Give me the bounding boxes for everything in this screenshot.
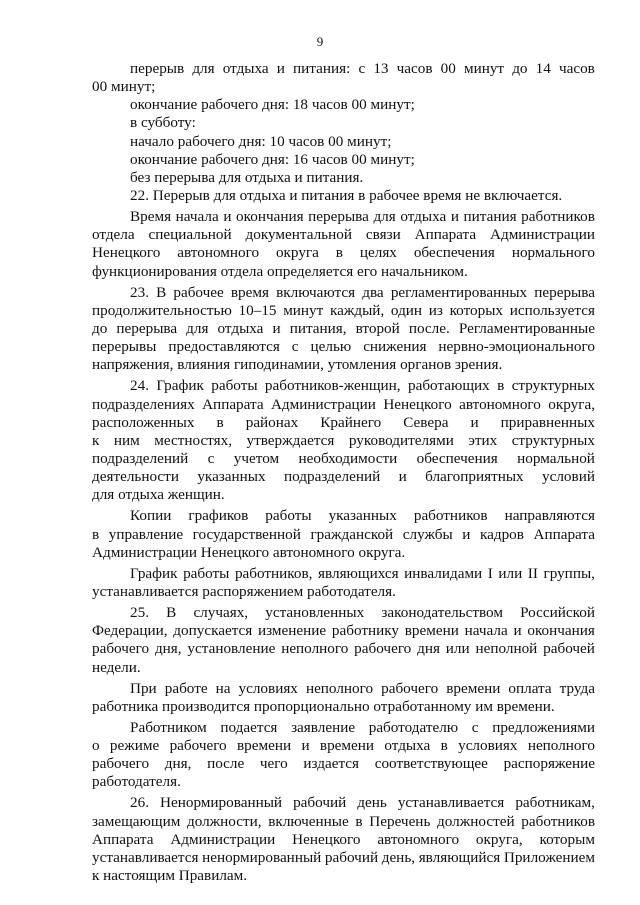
word: законодательством [381,604,503,622]
word: 13 [373,60,389,77]
word: рабочее [173,283,224,301]
text-line [92,604,595,622]
word: замещающим [92,812,181,830]
word: отдыха [222,60,269,77]
text-line: к настоящим Правилам. [92,867,248,885]
word: после. [408,319,450,337]
word: день [357,794,387,812]
text-line: функционирования отдела определяется его начальником. [92,262,468,280]
word: отдыха [400,208,447,226]
word: в [440,737,448,755]
word: включаются [276,283,356,301]
word: перерывы [92,338,157,356]
text-line [92,302,595,320]
word: окончания [527,622,595,640]
word: благоприятных [425,468,524,486]
word: 24. [130,377,149,395]
word: установление [187,640,276,658]
word: необходимости [298,449,398,467]
word: регламентированных [390,283,528,301]
word: связи [365,226,401,244]
word: снижения [363,338,427,356]
word: предоставляются [168,338,280,356]
word: При [130,679,157,697]
word: ненормированный [202,848,322,866]
text-line [92,244,595,262]
word: и [272,319,281,337]
word: питания, [289,319,347,337]
word: 25. [130,604,149,622]
word: работников [413,507,488,525]
word: работы [265,507,312,525]
word: Севера [403,413,449,431]
text-line [92,377,595,395]
text-line [92,849,595,867]
word: деятельности [92,468,179,486]
word: График [130,564,178,582]
word: или [445,640,470,658]
word: и [276,60,285,77]
word: отдела [92,226,135,244]
text-line [92,396,595,414]
text-line: 00 минут; [92,78,156,96]
word: подразделениях [92,395,195,413]
word: условиях [458,737,518,755]
word: целью [310,338,352,356]
word: и [462,525,471,543]
word: времени [236,737,292,755]
text-line [92,622,595,640]
word: подразделений [92,449,189,467]
word: перерыва [534,283,595,301]
word: для [186,319,209,337]
text-line [92,414,595,432]
text-line: начало рабочего дня: 10 часов 00 минут; [130,132,392,150]
word: и [513,622,522,640]
word: с [207,449,215,467]
text-line [92,640,595,658]
word: время [230,283,269,301]
word: Перечень [369,812,431,830]
word: управление [108,525,184,543]
word: нервно-эмоционального [438,338,595,356]
word: Приложением [503,848,595,866]
word: отдыха [217,319,264,337]
word: питания [463,208,517,226]
word: изменение [258,622,327,640]
word: Ненормированный [160,794,283,812]
word: II [527,564,538,582]
text-line [92,813,595,831]
word: день, [381,848,416,866]
word: рабочего [381,679,439,697]
word: нормального [511,244,595,262]
text-line: устанавливается распоряжением работодателя. [92,582,396,600]
word: перерыва [308,208,369,226]
word: работников [521,208,595,226]
word: минут [463,60,505,77]
word: руководителями [348,431,454,449]
word: которых [449,301,504,319]
word: являющихся [318,564,399,582]
word: часов [396,60,433,77]
word: в [216,413,224,431]
word: Копии [130,507,172,525]
text-line [92,208,595,226]
text-line [92,468,595,486]
word: времени [319,737,375,755]
word: после [207,755,245,773]
word: являющийся [418,848,501,866]
word: должности, [186,812,262,830]
word: рабочей [543,640,595,658]
word: Ненецкого [292,830,361,848]
word: Ненецкого [383,395,452,413]
word: минут [283,301,324,319]
word: дня, [154,640,182,658]
word: для [192,60,215,77]
word: Ненецкого [92,244,161,262]
word: труда [559,679,595,697]
word: установленных [265,604,365,622]
word: 26. [130,794,149,812]
text-line: работника производится пропорционально отработанному им времени. [92,697,555,715]
word: структурных [511,377,595,395]
word: неполного [305,679,374,697]
text-line [92,755,595,773]
word: государственной [192,525,301,543]
word: неполного [527,737,595,755]
word: перерыв [130,60,185,77]
text-line: недели. [92,658,141,676]
word: условиях [238,679,298,697]
text-line: Администрации Ненецкого автономного округа. [92,543,406,561]
word: обеспечения [416,449,498,467]
word: учетом [233,449,280,467]
text-line [92,831,595,849]
word: или [498,564,523,582]
word: оплата [508,679,552,697]
word: начала [464,622,508,640]
word: включенные [268,812,349,830]
word: работнику [331,622,399,640]
word: работников-женщин, [264,377,401,395]
word: окончания [236,208,304,226]
word: обеспечения [413,244,495,262]
word: рабочего [354,640,412,658]
text-line: напряжения, влияния гиподинамии, утомления органов зрения. [92,356,503,374]
word: о [92,737,100,755]
word: до [512,60,528,77]
word: устанавливается [397,794,505,812]
word: заявление [291,718,356,736]
text-line [92,338,595,356]
word: работы [211,377,258,395]
word: и [301,737,310,755]
word: 00 [440,60,456,77]
word: отдыха [384,737,431,755]
word: работе [164,679,208,697]
text-line [92,507,595,525]
word: Администрации [490,226,595,244]
word: округа [275,244,319,262]
text-line [92,794,595,812]
word: издается [303,755,360,773]
word: предложениями [492,718,595,736]
word: один [390,301,423,319]
word: продолжительностью [92,301,232,319]
word: допускается [173,622,253,640]
text-line: окончание рабочего дня: 18 часов 00 минут; [130,96,415,114]
text-line [92,565,595,583]
word: и [470,413,479,431]
text-line [92,60,595,78]
word: устанавливается [92,848,199,866]
word: работающих [407,377,490,395]
word: распоряжение [503,755,595,773]
text-line: работодателя. [92,773,181,791]
text-line: окончание рабочего дня: 16 часов 00 минут; [130,150,415,168]
word: структурных [511,431,595,449]
word: работников, [234,564,313,582]
word: автономного [177,244,260,262]
word: районах [245,413,299,431]
word: Аппарата [92,830,154,848]
word: питания: [293,60,351,77]
word: времени [446,679,501,697]
word: направляются [504,507,595,525]
word: с [471,718,479,736]
word: каждый, [329,301,385,319]
word: времени [404,622,459,640]
word: Регламентированные [458,319,595,337]
word: режиме [109,737,160,755]
word: условий [542,468,595,486]
word: подразделений [283,468,381,486]
word: 10–15 [238,301,277,319]
word: неполной [475,640,538,658]
word: расположенных [92,413,195,431]
word: Администрации [270,395,376,413]
word: второй [355,319,400,337]
text-line [92,737,595,755]
word: дня [417,640,440,658]
word: документальной [245,226,352,244]
word: в [92,525,100,543]
page-number: 9 [316,34,324,49]
word: рабочий [293,794,347,812]
word: в [335,244,343,262]
word: Администрации [170,830,276,848]
word: работы [183,564,230,582]
word: гражданской [310,525,394,543]
word: дня, [164,755,192,773]
word: Федерации, [92,622,168,640]
word: Работником [130,718,207,736]
word: 23. [130,283,149,301]
word: графиков [188,507,249,525]
text-line: 22. Перерыв для отдыха и питания в рабочее время не включается. [130,186,563,204]
word: до [92,319,108,337]
word: специальной [148,226,232,244]
word: местностях, [154,431,232,449]
word: этих [468,431,498,449]
word: к [92,431,100,449]
text-line [92,719,595,737]
word: работодателю [368,718,459,736]
word: Российской [520,604,595,622]
text-line [92,432,595,450]
word: чего [259,755,288,773]
word: подается [220,718,278,736]
word: группы, [543,564,595,582]
word: неполного [281,640,349,658]
word: указанных [328,507,397,525]
word: округа, [548,395,595,413]
text-line [92,526,595,544]
word: рабочего [169,737,227,755]
word: автономного [459,395,541,413]
word: рабочий [324,848,379,866]
word: округа, [475,830,523,848]
text-line [92,226,595,244]
word: из [428,301,443,319]
word: должностей [437,812,515,830]
word: Аппарата [202,395,264,413]
text-line [92,284,595,302]
word: целях [359,244,397,262]
word: которым [539,830,595,848]
word: В [156,283,167,301]
text-line [92,450,595,468]
document-body [92,60,595,885]
text-line [92,680,595,698]
word: Крайнего [320,413,382,431]
word: нормальной [517,449,595,467]
word: работников [521,812,595,830]
word: приравненных [500,413,595,431]
word: с [291,338,299,356]
text-line: для отдыха женщин. [92,486,225,504]
word: используется [509,301,595,319]
word: для [373,208,396,226]
text-line: без перерыва для отдыха и питания. [130,168,364,186]
word: указанных [197,468,266,486]
word: кадров [479,525,524,543]
word: автономного [377,830,460,848]
word: в [497,377,505,395]
word: В [166,604,177,622]
word: часов [558,60,595,77]
word: I [487,564,493,582]
word: 14 [535,60,551,77]
word: случаях, [193,604,249,622]
word: работникам, [515,794,595,812]
text-line [92,320,595,338]
word: соответствующее [374,755,488,773]
word: службы [402,525,453,543]
word: с [358,60,366,77]
word: рабочего [92,755,150,773]
word: Аппарата [533,525,595,543]
word: и [450,208,459,226]
word: и [398,468,407,486]
word: начала [175,208,219,226]
word: и [223,208,232,226]
word: График [156,377,204,395]
word: перерыва [116,319,178,337]
word: утверждается [246,431,335,449]
text-line: в субботу: [130,114,196,132]
word: на [215,679,231,697]
word: два [362,283,384,301]
word: в [355,812,363,830]
word: Аппарата [414,226,477,244]
word: Время [130,208,172,226]
word: инвалидами [404,564,483,582]
word: рабочего [92,640,150,658]
word: ним [113,431,140,449]
